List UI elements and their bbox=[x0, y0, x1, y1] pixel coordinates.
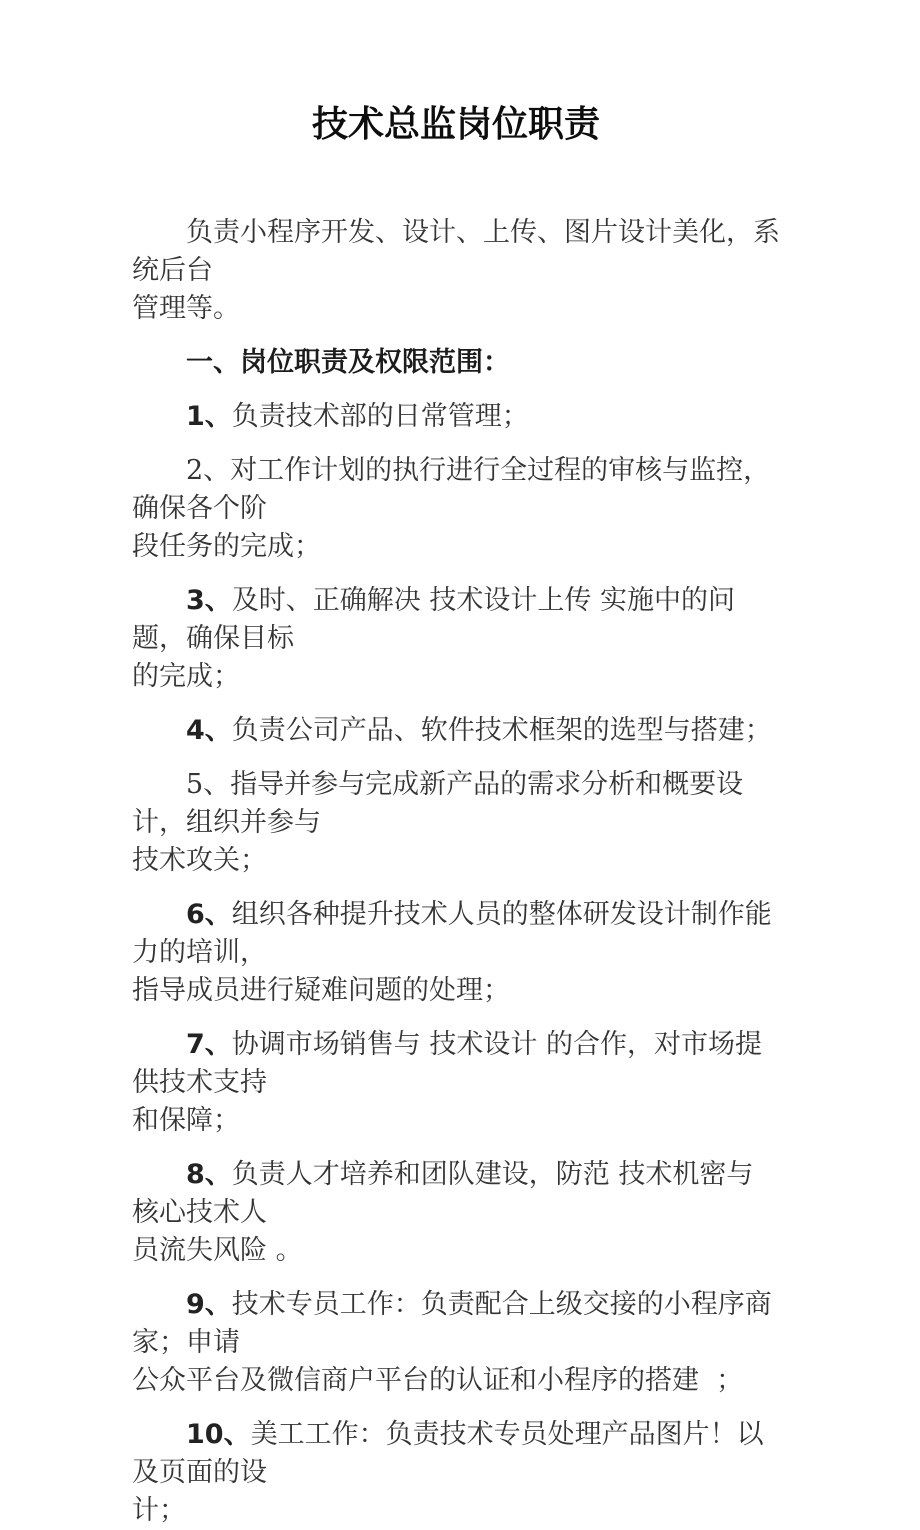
item-line: 公众平台及微信商户平台的认证和小程序的搭建 ； bbox=[132, 1365, 744, 1396]
item-text: 负责人才培养和团队建设，防范 技术机密与 核心技术人 bbox=[132, 1159, 762, 1228]
item-number: 10、 bbox=[186, 1419, 251, 1450]
list-item-9 bbox=[132, 1286, 780, 1400]
item-number: 6、 bbox=[186, 899, 232, 930]
item-number: 4、 bbox=[186, 715, 232, 746]
item-line bbox=[132, 1416, 780, 1492]
item-number: 3、 bbox=[186, 585, 232, 616]
item-line bbox=[132, 1156, 780, 1232]
item-line: 的完成； bbox=[132, 661, 240, 692]
item-line: 计； bbox=[132, 1495, 186, 1526]
intro-line: 管理等。 bbox=[132, 293, 240, 324]
item-number: 8、 bbox=[186, 1159, 232, 1190]
item-text: 美工工作：负责技术专员处理产品图片！以及页面的设 bbox=[132, 1419, 764, 1488]
item-line bbox=[132, 452, 780, 528]
document-page bbox=[0, 96, 920, 1530]
item-line: 段任务的完成； bbox=[132, 531, 321, 562]
item-text: 组织各种提升技术人员的整体研发设计制作能力的培训， bbox=[132, 899, 772, 968]
item-line: 和保障； bbox=[132, 1105, 240, 1136]
item-text: 技术专员工作：负责配合上级交接的小程序商家；申请 bbox=[132, 1289, 772, 1358]
list-item-8 bbox=[132, 1156, 780, 1270]
section-heading-text: 一、岗位职责及权限范围： bbox=[186, 347, 510, 378]
item-line bbox=[132, 766, 780, 842]
list-item-10 bbox=[132, 1416, 780, 1530]
page-title: 技术总监岗位职责 bbox=[311, 103, 600, 145]
item-number: 7、 bbox=[186, 1029, 232, 1060]
item-number: 9、 bbox=[186, 1289, 232, 1320]
item-line bbox=[132, 398, 780, 436]
item-line: 技术攻关； bbox=[132, 845, 267, 876]
intro-paragraph bbox=[132, 214, 780, 328]
list-item-4 bbox=[132, 712, 780, 750]
item-line bbox=[132, 712, 780, 750]
list-item-7 bbox=[132, 1026, 780, 1140]
item-line: 指导成员进行疑难问题的处理； bbox=[132, 975, 510, 1006]
item-number: 1、 bbox=[186, 401, 232, 432]
item-text: 指导并参与完成新产品的需求分析和概要设计，组织并参与 bbox=[132, 769, 744, 838]
item-text: 及时、正确解决 技术设计上传 实施中的问题，确保目标 bbox=[132, 585, 735, 654]
item-line bbox=[132, 1026, 780, 1102]
item-line bbox=[132, 896, 780, 972]
item-line: 员流失风险 。 bbox=[132, 1235, 303, 1266]
list-item-5 bbox=[132, 766, 780, 880]
item-line bbox=[132, 1286, 780, 1362]
intro-line: 负责小程序开发、设计、上传、图片设计美化，系统后台 bbox=[132, 217, 780, 286]
list-item-3 bbox=[132, 582, 780, 696]
section-heading bbox=[132, 344, 780, 382]
list-item-6 bbox=[132, 896, 780, 1010]
item-text: 负责技术部的日常管理； bbox=[231, 401, 529, 432]
item-line bbox=[132, 582, 780, 658]
list-item-2 bbox=[132, 452, 780, 566]
item-text: 协调市场销售与 技术设计 的合作，对市场提供技术支持 bbox=[132, 1029, 762, 1098]
item-text: 对工作计划的执行进行全过程的审核与监控，确保各个阶 bbox=[132, 455, 771, 524]
item-text: 负责公司产品、软件技术框架的选型与搭建； bbox=[231, 715, 772, 746]
item-number: 5、 bbox=[186, 769, 231, 800]
list-item-1 bbox=[132, 398, 780, 436]
item-number: 2、 bbox=[186, 455, 231, 486]
